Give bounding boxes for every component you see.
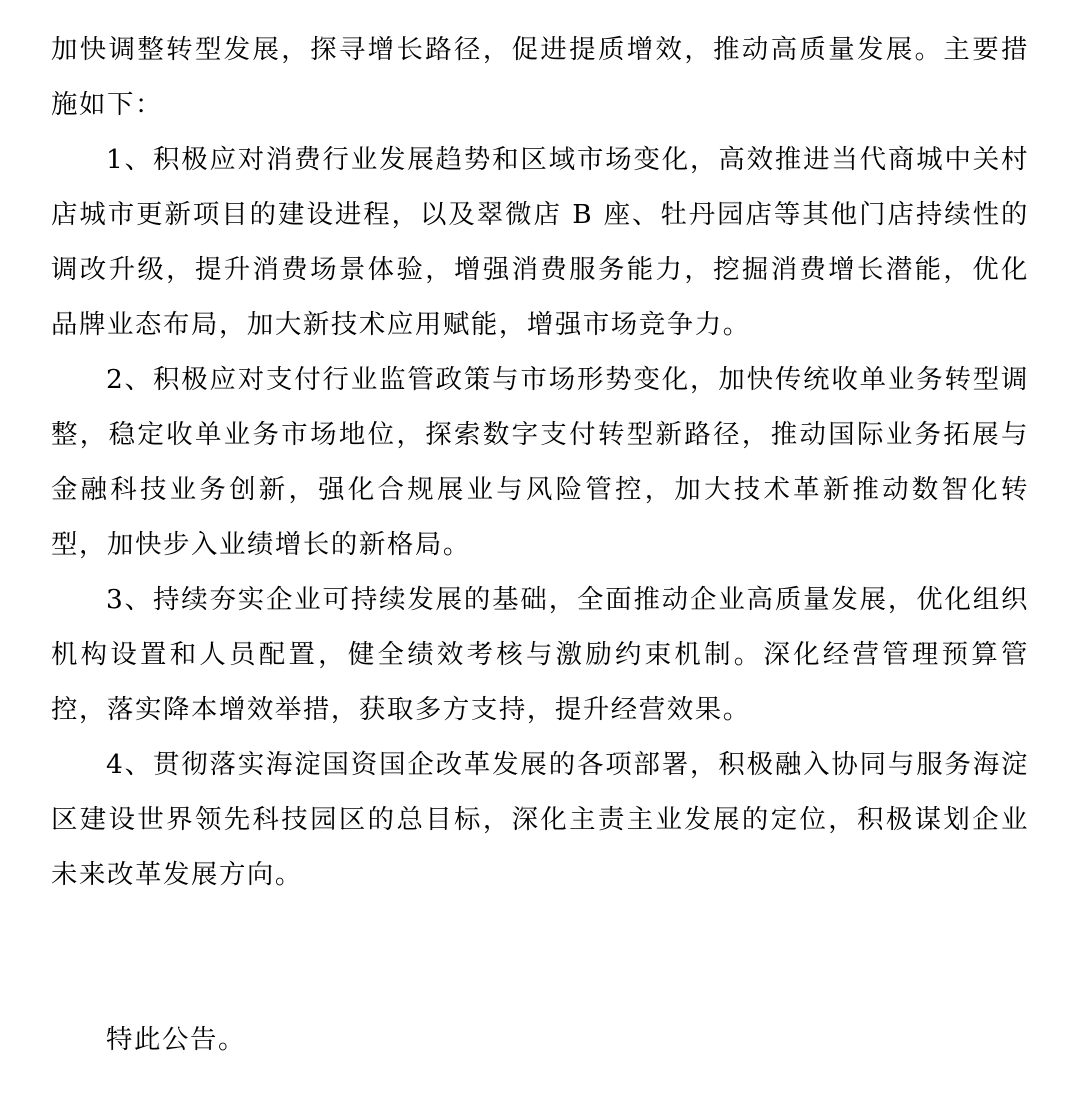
measure-3-paragraph: 3、持续夯实企业可持续发展的基础，全面推动企业高质量发展，优化组织机构设置和人员配置，健全绩效考核与激励约束机制。深化经营管理预算管控，落实降本增效举措，获取多方支持，提升经营效果。 [51, 584, 1029, 725]
blank-space [51, 902, 1029, 1012]
document-body [51, 22, 1029, 1067]
intro-paragraph: 加快调整转型发展，探寻增长路径，促进提质增效，推动高质量发展。主要措施如下： [51, 34, 1029, 120]
measure-1-paragraph: 1、积极应对消费行业发展趋势和区域市场变化，高效推进当代商城中关村店城市更新项目的建设进程，以及翠微店 B 座、牡丹园店等其他门店持续性的调改升级，提升消费场景体验，增强消费服务能力，挖掘消费增长潜能，优化品牌业态布局，加大新技术应用赋能，增强市场竞争力。 [51, 144, 1029, 340]
measure-2-paragraph: 2、积极应对支付行业监管政策与市场形势变化，加快传统收单业务转型调整，稳定收单业务市场地位，探索数字支付转型新路径，推动国际业务拓展与金融科技业务创新，强化合规展业与风险管控，加大技术革新推动数智化转型，加快步入业绩增长的新格局。 [51, 364, 1029, 560]
measure-4-paragraph: 4、贯彻落实海淀国资国企改革发展的各项部署，积极融入协同与服务海淀区建设世界领先科技园区的总目标，深化主责主业发展的定位，积极谋划企业未来改革发展方向。 [51, 749, 1029, 890]
closing-statement: 特此公告。 [106, 1024, 246, 1055]
